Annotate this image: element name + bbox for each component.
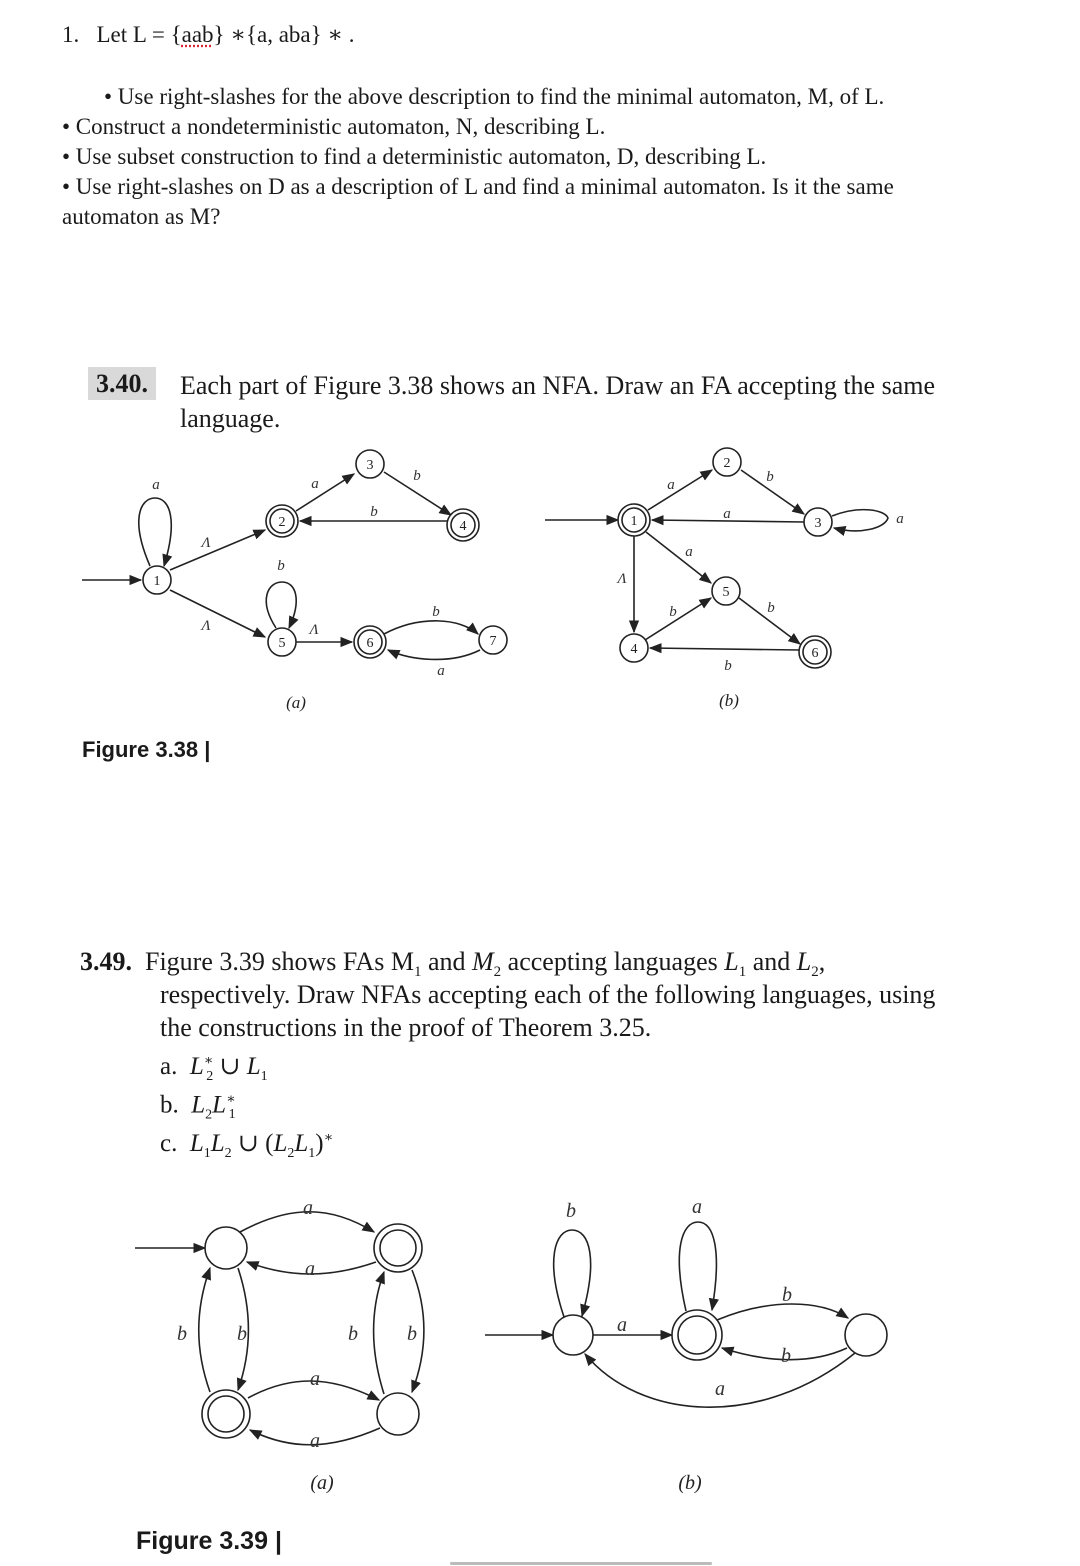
state-3-39a-tr (374, 1224, 422, 1272)
problem-number: 1. (62, 22, 80, 47)
problem-1-header (62, 22, 355, 48)
item-c-label: c. (160, 1130, 178, 1157)
state-3-39b-3 (845, 1314, 887, 1356)
item-b-label: b. (160, 1091, 179, 1119)
bullet-2: • Construct a nondeterministic automaton, N, describing L. (62, 114, 606, 139)
transition-label: a (617, 1314, 627, 1336)
figure-b-caption: (b) (719, 691, 739, 710)
transition-label: a (310, 1368, 320, 1390)
state-label: 6 (811, 646, 819, 661)
exercise-3-40-number: 3.40. (88, 369, 156, 399)
state-3-39b-1 (553, 1315, 593, 1355)
exercise-3-49-header: 3.49. Figure 3.39 shows FAs $M_1$ and $M_2$ accepting languages $L_1$ and $L_2$, (80, 947, 826, 981)
state-label: 6 (366, 636, 374, 651)
transition-label: a (437, 663, 445, 679)
state-3-39a-br (377, 1393, 419, 1435)
transition-label: b (767, 600, 775, 616)
state-label: 1 (153, 574, 161, 589)
bullet-1: • Use right-slashes for the above description to find the minimal automaton, M, of L. (104, 84, 885, 109)
state-label: 3 (814, 516, 822, 531)
transition-label: Λ (201, 618, 211, 634)
transition-label: b (348, 1323, 358, 1345)
bullet-4: • Use right-slashes on D as a description of L and find a minimal automaton. Is it the same (62, 174, 894, 199)
figure-3-39 (0, 1180, 1080, 1510)
state-label: 4 (459, 519, 467, 534)
figure-3-38-caption: Figure 3.38 | (82, 737, 211, 762)
state-label: 5 (278, 636, 286, 651)
transition-label: b (766, 469, 774, 485)
exercise-3-49-number: 3.49. (80, 947, 132, 976)
exercise-3-49-line1: Figure 3.39 shows FAs M (145, 947, 414, 976)
spellcheck-word: aab (181, 22, 214, 47)
exercise-3-40-line2: language. (180, 404, 281, 433)
item-b: b. $L_2L^∗_1$ (160, 1091, 236, 1123)
bullet-3: • Use subset construction to find a deterministic automaton, D, describing L. (62, 144, 767, 169)
transition-label: b (566, 1200, 576, 1222)
transition-label: b (413, 468, 421, 484)
exercise-3-49-line3: the constructions in the proof of Theorem 3.25. (160, 1013, 652, 1042)
transition-label: b (432, 604, 440, 620)
transition-label: a (152, 477, 160, 493)
transition-label: a (667, 477, 675, 493)
transition-label: Λ (617, 571, 627, 587)
transition-label: a (305, 1258, 315, 1280)
item-a: a. $L^∗_2$ ∪ $L_1$ (160, 1053, 268, 1084)
problem-intro-suffix: } ∗{a, aba} ∗ . (213, 22, 355, 47)
state-3-39b-2 (672, 1310, 722, 1360)
item-c: c. $L_1L_2$ ∪ $(L_2L_1)^∗$ (160, 1130, 334, 1161)
transition-label: a (310, 1430, 320, 1452)
state-label: 4 (630, 642, 638, 657)
bullet-4-cont: automaton as M? (62, 204, 221, 229)
state-3-39a-bl (202, 1390, 250, 1438)
transition-label: b (370, 504, 378, 520)
page-divider (450, 1562, 712, 1565)
transition-label: b (724, 658, 732, 674)
figure-3-38 (0, 430, 1080, 730)
problem-intro-prefix: Let L = { (96, 22, 182, 47)
item-a-label: a. (160, 1053, 178, 1080)
exercise-3-49-line2: respectively. Draw NFAs accepting each of the following languages, using (160, 980, 936, 1009)
state-label: 2 (723, 456, 731, 471)
figure-3-39-caption: Figure 3.39 | (136, 1527, 282, 1555)
state-3-39a-tl (205, 1227, 247, 1269)
exercise-3-40-line1: Each part of Figure 3.38 shows an NFA. Draw an FA accepting the same (180, 371, 936, 400)
transition-label: b (781, 1345, 791, 1367)
transition-label: a (692, 1196, 702, 1218)
transition-label: b (177, 1323, 187, 1345)
transition-label: a (896, 511, 904, 527)
transition-label: a (685, 544, 693, 560)
state-label: 3 (366, 458, 374, 473)
figure-a-caption: (a) (286, 693, 306, 712)
figure-a-caption: (a) (310, 1472, 334, 1494)
transition-label: b (237, 1323, 247, 1345)
state-label: 7 (489, 634, 497, 649)
state-label: 5 (722, 585, 730, 600)
transition-label: a (311, 476, 319, 492)
state-label: 2 (278, 515, 286, 530)
transition-label: a (723, 506, 731, 522)
transition-label: b (407, 1323, 417, 1345)
transition-label: b (782, 1284, 792, 1306)
transition-label: Λ (201, 535, 211, 551)
transition-label: a (303, 1197, 313, 1219)
state-label: 1 (630, 514, 638, 529)
transition-label: Λ (309, 622, 319, 638)
figure-b-caption: (b) (678, 1472, 702, 1494)
transition-label: a (715, 1378, 725, 1400)
transition-label: b (277, 558, 285, 574)
transition-label: b (669, 604, 677, 620)
